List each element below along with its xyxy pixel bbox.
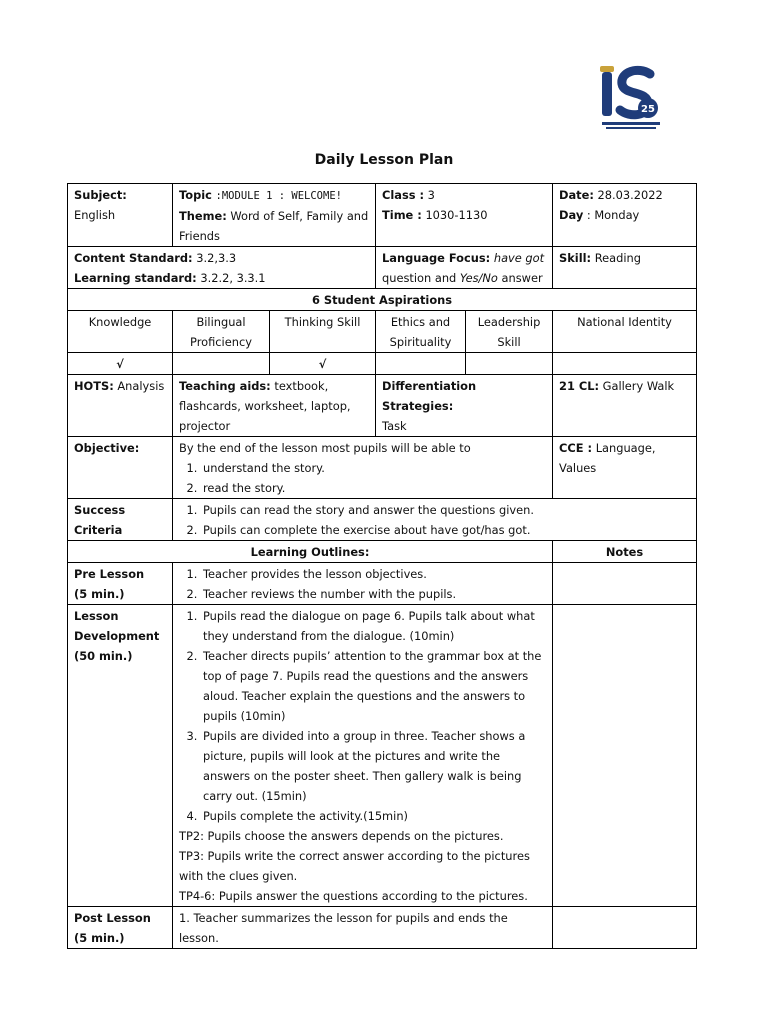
objective-cell: By the end of the lesson most pupils will be able to 1. understand the story. 2. read the story.: [173, 437, 553, 499]
pre-lesson-item: 2. Teacher reviews the number with the pupils.: [201, 584, 546, 604]
page-title: Daily Lesson Plan: [314, 152, 454, 168]
tp2-text: TP2: Pupils choose the answers depends on the pictures.: [179, 829, 504, 843]
aspiration-national: National Identity: [553, 311, 697, 353]
class-cell: Class : 3 Time : 1030-1130: [376, 184, 553, 247]
aspirations-heading-row: [68, 289, 697, 311]
aspirations-marks-row: [68, 353, 697, 375]
development-notes: [553, 605, 697, 907]
pre-lesson-notes: [553, 563, 697, 605]
objective-item: 1. understand the story.: [201, 458, 546, 478]
pre-lesson-row: [68, 563, 697, 605]
school-logo-graphic: [598, 64, 664, 134]
mark-national: [553, 353, 697, 375]
school-logo: [598, 64, 664, 134]
tp4-text: TP4-6: Pupils answer the questions according to the pictures.: [179, 889, 528, 903]
criteria-item: 2. Pupils can complete the exercise about have got/has got.: [201, 520, 690, 540]
development-item: 1. Pupils read the dialogue on page 6. Pupils talk about what they understand from the dialogue. (10min): [201, 606, 546, 646]
language-focus-cell: Language Focus: have got question and Yes/No answer: [376, 247, 553, 289]
subject-cell: Subject: English: [68, 184, 173, 247]
post-lesson-notes: [553, 907, 697, 949]
notes-heading: Notes: [553, 541, 697, 563]
development-row: [68, 605, 697, 907]
mark-ethics: [376, 353, 466, 375]
mark-leadership: [466, 353, 553, 375]
aspiration-knowledge: Knowledge: [68, 311, 173, 353]
cl21-cell: 21 CL: Gallery Walk: [553, 375, 697, 437]
success-criteria-cell: [173, 499, 697, 541]
lesson-plan-table: [67, 183, 697, 949]
header-row: [68, 184, 697, 247]
post-lesson-cell: 1. Teacher summarizes the lesson for pupils and ends the lesson.: [173, 907, 553, 949]
hots-cell: HOTS: Analysis: [68, 375, 173, 437]
pre-lesson-cell: [173, 563, 553, 605]
aids-row: [68, 375, 697, 437]
development-label: Lesson Development (50 min.): [68, 605, 173, 907]
pre-lesson-item: 1. Teacher provides the lesson objectives.: [201, 564, 546, 584]
success-criteria-label: Success Criteria: [68, 499, 173, 541]
mark-thinking: √: [270, 353, 376, 375]
post-lesson-row: [68, 907, 697, 949]
cce-cell: CCE : Language, Values: [553, 437, 697, 499]
standards-row: [68, 247, 697, 289]
outlines-heading-row: [68, 541, 697, 563]
standards-cell: Content Standard: 3.2,3.3 Learning standard: 3.2.2, 3.3.1: [68, 247, 376, 289]
date-cell: Date: 28.03.2022 Day : Monday: [553, 184, 697, 247]
tp3-text: TP3: Pupils write the correct answer according to the pictures with the clues given.: [179, 849, 530, 883]
objective-label: Objective:: [68, 437, 173, 499]
aspiration-bilingual: Bilingual Proficiency: [173, 311, 270, 353]
mark-knowledge: √: [68, 353, 173, 375]
pre-lesson-label: Pre Lesson (5 min.): [68, 563, 173, 605]
logo-badge-number: 25: [641, 104, 655, 115]
topic-cell: Topic :MODULE 1 : WELCOME! Theme: Word of Self, Family and Friends: [173, 184, 376, 247]
criteria-item: 1. Pupils can read the story and answer the questions given.: [201, 500, 690, 520]
aspirations-heading: 6 Student Aspirations: [68, 289, 697, 311]
aspiration-leadership: Leadership Skill: [466, 311, 553, 353]
outlines-heading: Learning Outlines:: [68, 541, 553, 563]
development-item: 4. Pupils complete the activity.(15min): [201, 806, 546, 826]
skill-cell: Skill: Reading: [553, 247, 697, 289]
development-item: 3. Pupils are divided into a group in three. Teacher shows a picture, pupils will look at the pictures and write the answers on the poster sheet. Then gallery walk is being carry out. (15min): [201, 726, 546, 806]
aspiration-ethics: Ethics and Spirituality: [376, 311, 466, 353]
success-criteria-row: [68, 499, 697, 541]
mark-bilingual: [173, 353, 270, 375]
teaching-aids-cell: Teaching aids: textbook, flashcards, worksheet, laptop, projector: [173, 375, 376, 437]
aspiration-thinking: Thinking Skill: [270, 311, 376, 353]
aspirations-header-row: [68, 311, 697, 353]
post-lesson-label: Post Lesson (5 min.): [68, 907, 173, 949]
objective-item: 2. read the story.: [201, 478, 546, 498]
development-cell: [173, 605, 553, 907]
objective-row: [68, 437, 697, 499]
differentiation-cell: Differentiation Strategies: Task: [376, 375, 553, 437]
development-item: 2. Teacher directs pupils’ attention to the grammar box at the top of page 7. Pupils read the questions and the answers aloud. Teacher explain the questions and the answers to pupils (10min): [201, 646, 546, 726]
